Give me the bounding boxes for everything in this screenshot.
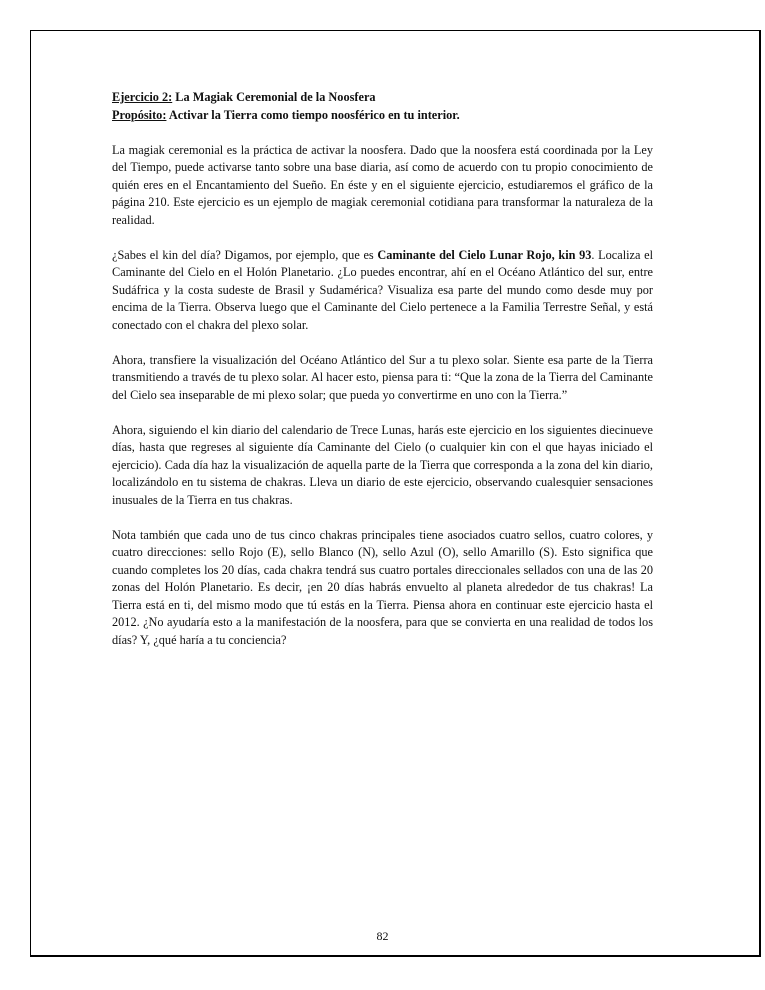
paragraph-1: La magiak ceremonial es la práctica de activar la noosfera. Dado que la noosfera está coordinada por la Ley del Tiempo, puede activarse tanto sobre una base diaria, así como de acuerdo con tu propio conocimiento de quién eres en el Encantamiento del Sueño. En éste y en el siguiente ejercicio, estudiaremos el gráfico de la página 210. Este ejercicio es un ejemplo de magiak ceremonial cotidiana para transformar la naturaleza de la realidad. — [112, 142, 653, 227]
paragraph-2-intro: ¿Sabes el kin del día? Digamos, por ejemplo, que es — [112, 247, 378, 262]
exercise-title: La Magiak Ceremonial de la Noosfera — [172, 90, 376, 104]
exercise-label: Ejercicio 2: — [112, 90, 173, 104]
exercise-heading — [112, 89, 653, 107]
purpose-label: Propósito: — [112, 107, 167, 122]
paragraph-4: Ahora, siguiendo el kin diario del calendario de Trece Lunas, harás este ejercicio en los siguientes diecinueve días, hasta que regreses al siguiente día Caminante del Cielo (o cualquier kin con el que hayas iniciado el ejercicio). Cada día haz la visualización de aquella parte de la Tierra que corresponda a la zona del kin diario, localizándolo en tu sistema de chakras. Lleva un diario de este ejercicio, observando cualesquier sensaciones inusuales de la Tierra en tus chakras. — [112, 422, 653, 507]
paragraph-2-kin: Caminante del Cielo Lunar Rojo, kin 93 — [377, 247, 592, 262]
document-body — [112, 89, 653, 649]
purpose-heading — [112, 107, 653, 125]
paragraph-2-rest: . Localiza el Caminante del Cielo en el Holón Planetario. ¿Lo puedes encontrar, ahí en el Océano Atlántico del sur, entre Sudáfrica y la costa sudeste de Brasil y Sudamérica? Visualiza esa parte del mundo como desde muy por encima de la Tierra. Observa luego que el Caminante del Cielo pertenece a la Familia Terrestre Señal, y está conectado con el chakra del plexo solar. — [112, 247, 653, 332]
paragraph-5: Nota también que cada uno de tus cinco chakras principales tiene asociados cuatro sellos, cuatro colores, y cuatro direcciones: sello Rojo (E), sello Blanco (N), sello Azul (O), sello Amarillo (S). Esto significa que cuando completes los 20 días, cada chakra tendrá sus cuatro portales direccionales sellados con una de las 20 zonas del Holón Planetario. Es decir, ¡en 20 días habrás envuelto al planeta alrededor de tus chakras! La Tierra está en ti, del mismo modo que tú estás en la Tierra. Piensa ahora en continuar este ejercicio hasta el 2012. ¿No ayudaría esto a la manifestación de la noosfera, para que se convierta en una realidad de todos los días? Y, ¿qué haría a tu conciencia? — [112, 527, 653, 647]
purpose-text: Activar la Tierra como tiempo noosférico en tu interior. — [166, 107, 460, 122]
paragraph-3: Ahora, transfiere la visualización del Océano Atlántico del Sur a tu plexo solar. Siente esa parte de la Tierra transmitiendo a través de tu plexo solar. Al hacer esto, piensa para ti: “Que la zona de la Tierra del Caminante del Cielo sea inseparable de mi plexo solar; que pueda yo convertirme en uno con la Tierra.” — [112, 352, 653, 402]
paragraph-2 — [112, 247, 653, 335]
page-number: 82 — [376, 929, 389, 943]
